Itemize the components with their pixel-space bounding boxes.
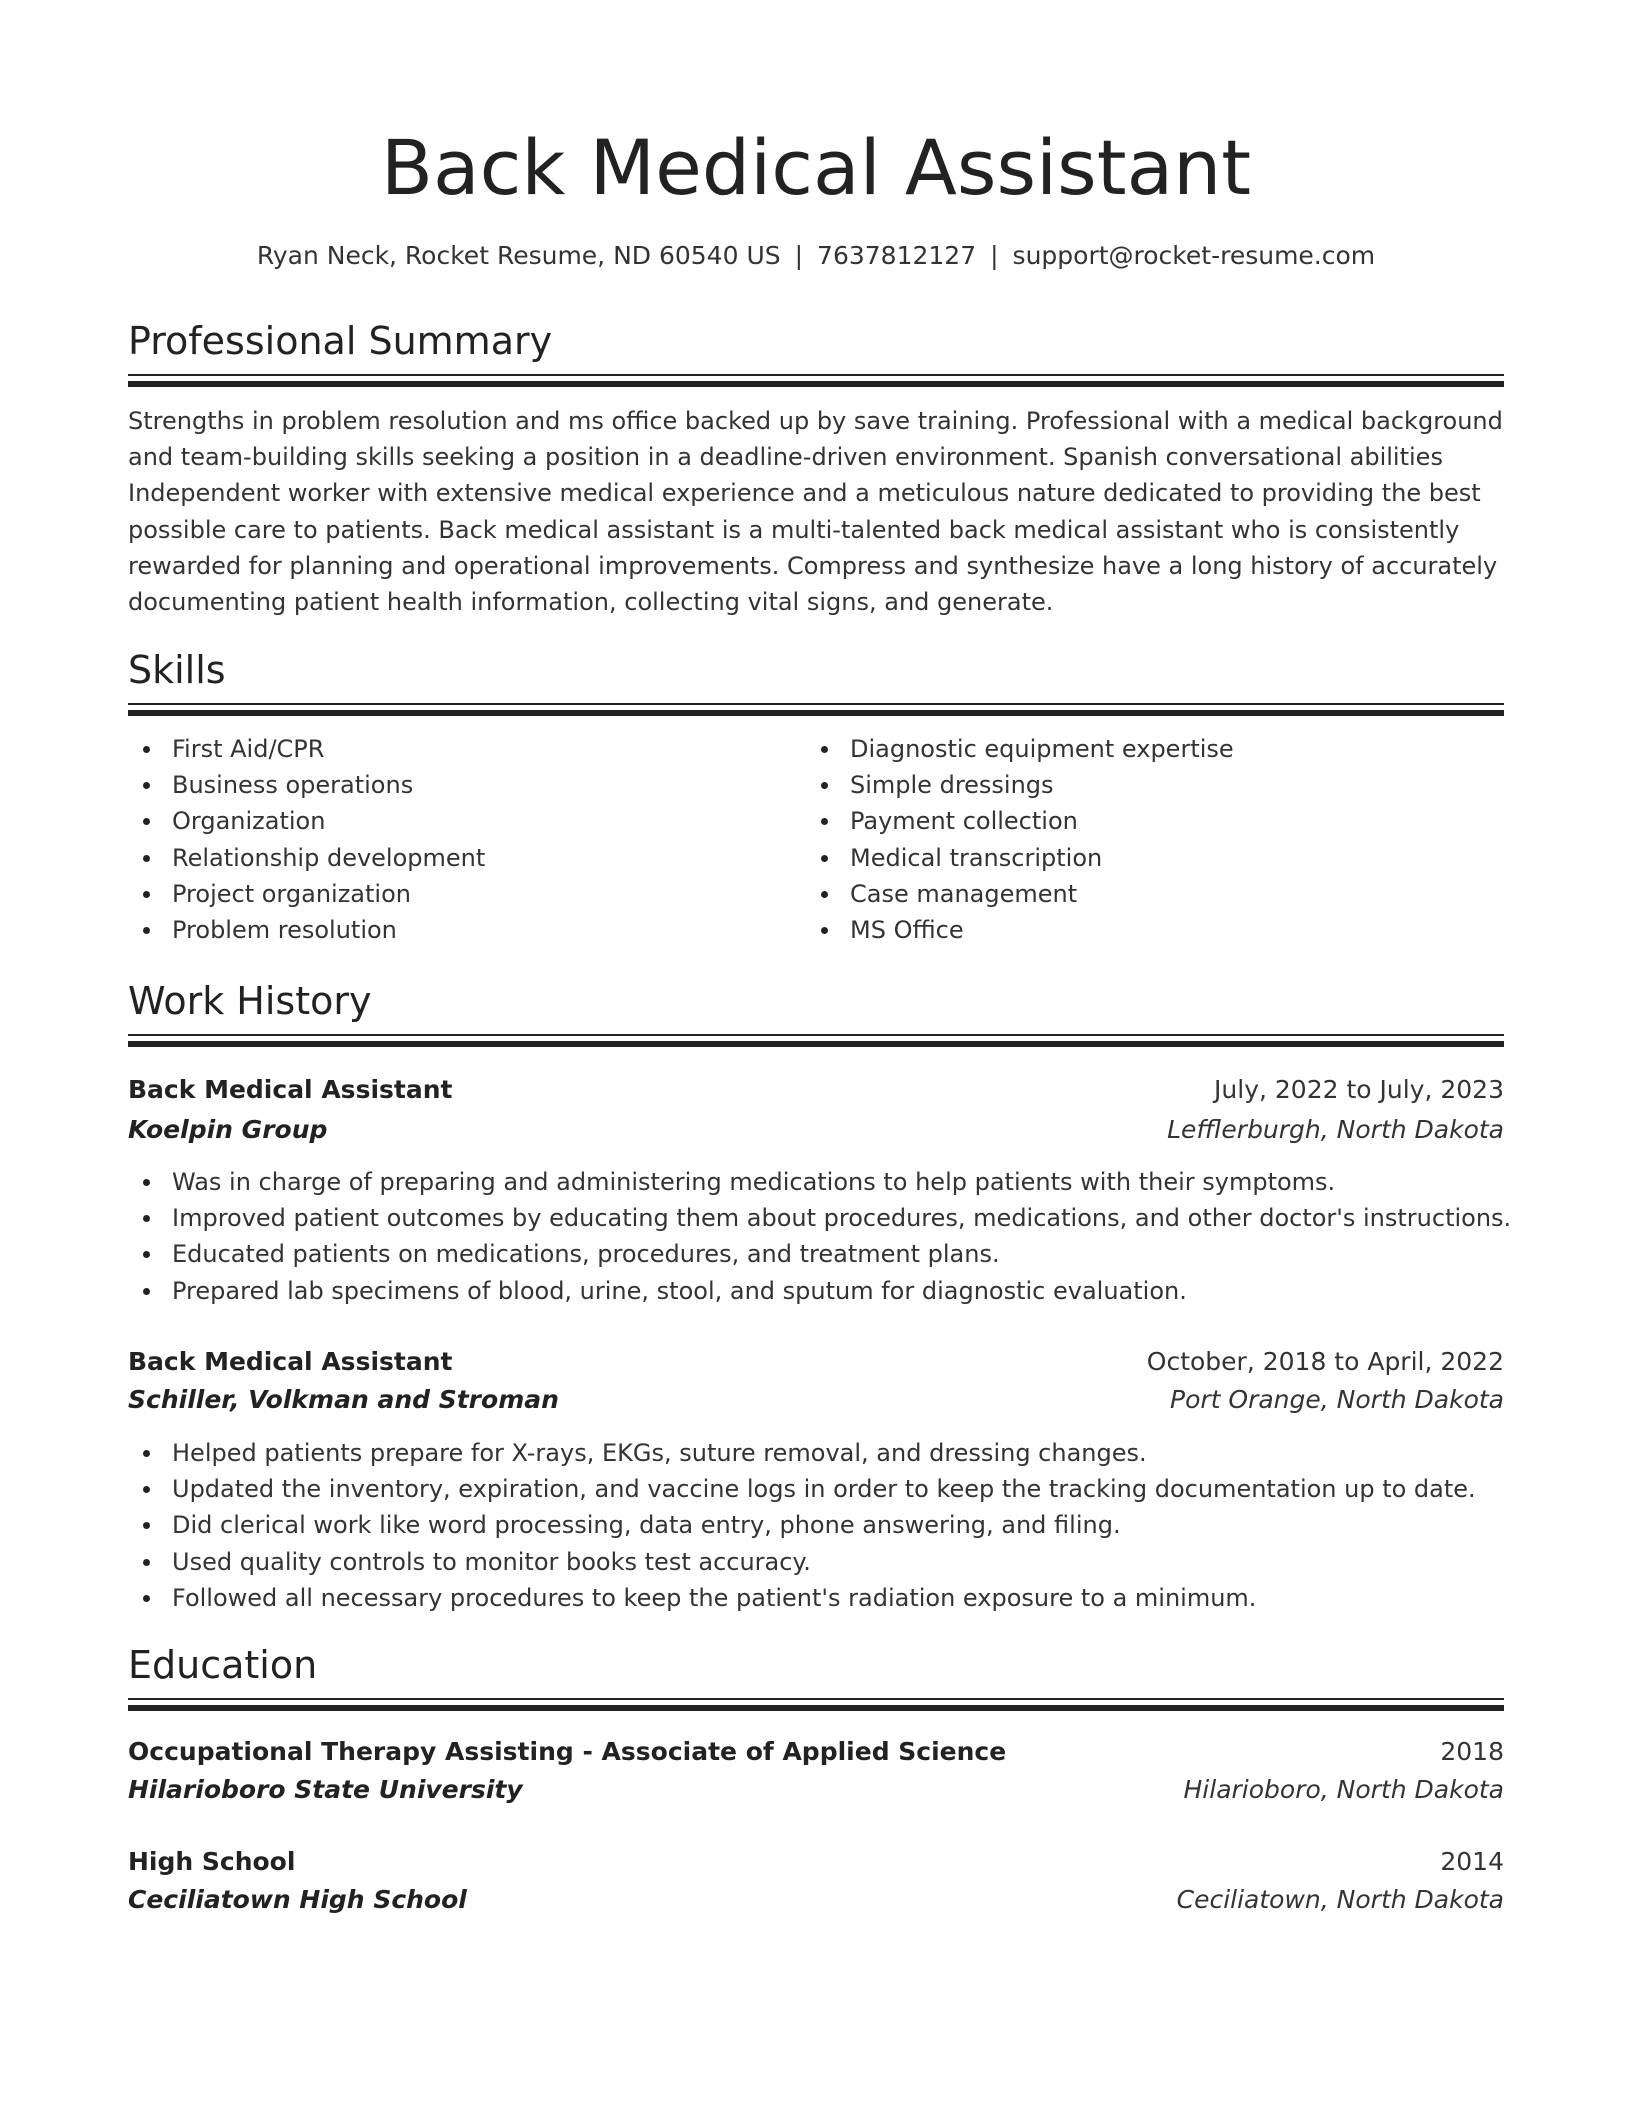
job-dates: July, 2022 to July, 2023 (1214, 1075, 1504, 1104)
job-duty-item: Educated patients on medications, procedures, and treatment plans. (128, 1236, 1504, 1272)
skill-item: Problem resolution (128, 912, 768, 948)
section-rule-thick (128, 1705, 1504, 1711)
job-duty-item: Prepared lab specimens of blood, urine, stool, and sputum for diagnostic evaluation. (128, 1273, 1504, 1309)
job-duty-item: Did clerical work like word processing, data entry, phone answering, and filing. (128, 1507, 1504, 1543)
section-rule-thick (128, 710, 1504, 716)
job-header (128, 1070, 1504, 1110)
skill-item: Organization (128, 803, 768, 839)
work-section (128, 976, 1504, 1026)
skills-column-left (128, 731, 768, 948)
contact-line (128, 236, 1504, 276)
section-title-summary: Professional Summary (128, 319, 553, 363)
education-section (128, 1640, 1504, 1690)
skill-item: Project organization (128, 876, 768, 912)
skill-item: First Aid/CPR (128, 731, 768, 767)
job-duties (128, 1164, 1512, 1309)
summary-text: Strengths in problem resolution and ms office backed up by save training. Professional with a medical background and team-building skills seeking a position in a deadline-driven environment. Spanish conversational abilities Independent worker with extensive medical experience and a meticulous nature dedicated to providing the best possible care to patients. Back medical assistant is a multi-talented back medical assistant who is consistently rewarded for planning and operational improvements. Compress and synthesize have a long history of accurately documenting patient health information, collecting vital signs, and generate. (128, 407, 1503, 617)
skill-item: Medical transcription (806, 840, 1446, 876)
skill-item: Diagnostic equipment expertise (806, 731, 1446, 767)
job-subheader (128, 1380, 1504, 1420)
job-duty-item: Followed all necessary procedures to keep the patient's radiation exposure to a minimum. (128, 1580, 1504, 1616)
section-rule-thin (128, 1698, 1504, 1700)
contact-separator: | (990, 241, 999, 270)
job-duty-item: Was in charge of preparing and administering medications to help patients with their symptoms. (128, 1164, 1504, 1200)
job-duty-item: Updated the inventory, expiration, and vaccine logs in order to keep the tracking documentation up to date. (128, 1471, 1504, 1507)
skill-item: MS Office (806, 912, 1446, 948)
job-duty-item: Used quality controls to monitor books test accuracy. (128, 1544, 1504, 1580)
education-year: 2018 (1440, 1737, 1504, 1766)
contact-phone: 7637812127 (817, 241, 977, 270)
job-duties (128, 1435, 1504, 1616)
candidate-name: Back Medical Assistant (380, 123, 1252, 212)
section-rule-thin (128, 374, 1504, 376)
job-subheader (128, 1110, 1504, 1150)
skill-item: Simple dressings (806, 767, 1446, 803)
section-rule-thin (128, 1034, 1504, 1036)
skills-column-right (806, 731, 1446, 948)
education-school: Ceciliatown High School (128, 1885, 467, 1914)
section-title-skills: Skills (128, 648, 226, 692)
education-location: Ceciliatown, North Dakota (1176, 1885, 1504, 1914)
job-duty-item: Improved patient outcomes by educating them about procedures, medications, and other doctor's instructions. (128, 1200, 1504, 1236)
section-rule-thin (128, 703, 1504, 705)
education-degree: Occupational Therapy Assisting - Associate of Applied Science (128, 1737, 1007, 1766)
job-header (128, 1342, 1504, 1382)
skill-item: Relationship development (128, 840, 768, 876)
job-title: Back Medical Assistant (128, 1075, 453, 1104)
section-rule-thick (128, 1041, 1504, 1047)
section-rule-thick (128, 381, 1504, 387)
education-subheader (128, 1880, 1504, 1920)
skill-item: Payment collection (806, 803, 1446, 839)
skill-item: Business operations (128, 767, 768, 803)
contact-address: Ryan Neck, Rocket Resume, ND 60540 US (256, 241, 781, 270)
education-header (128, 1732, 1504, 1772)
job-company: Koelpin Group (128, 1115, 328, 1144)
summary-section (128, 316, 1504, 366)
job-dates: October, 2018 to April, 2022 (1146, 1347, 1504, 1376)
section-title-work: Work History (128, 979, 372, 1023)
education-location: Hilarioboro, North Dakota (1183, 1775, 1504, 1804)
education-school: Hilarioboro State University (128, 1775, 523, 1804)
education-subheader (128, 1770, 1504, 1810)
skills-section (128, 645, 1504, 695)
education-degree: High School (128, 1847, 296, 1876)
education-year: 2014 (1440, 1847, 1504, 1876)
job-location: Lefflerburgh, North Dakota (1167, 1115, 1504, 1144)
job-duty-item: Helped patients prepare for X-rays, EKGs, suture removal, and dressing changes. (128, 1435, 1504, 1471)
contact-email: support@rocket-resume.com (1012, 241, 1376, 270)
contact-separator: | (794, 241, 804, 270)
job-location: Port Orange, North Dakota (1170, 1385, 1504, 1414)
section-title-education: Education (128, 1643, 318, 1687)
skill-item: Case management (806, 876, 1446, 912)
job-title: Back Medical Assistant (128, 1347, 453, 1376)
education-header (128, 1842, 1504, 1882)
job-company: Schiller, Volkman and Stroman (128, 1385, 559, 1414)
